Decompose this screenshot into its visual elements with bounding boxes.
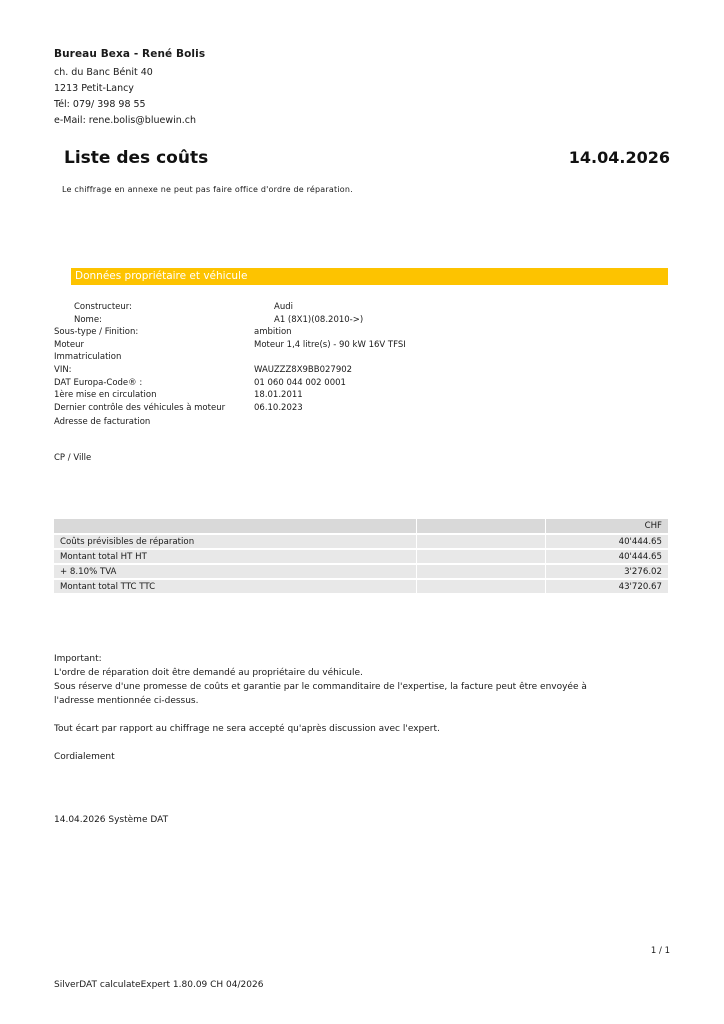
list-item [54,301,670,314]
vehicle-row-value: A1 (8X1)(08.2010->) [274,314,364,325]
vehicle-row-value: ambition [254,327,292,338]
vehicle-row-label: DAT Europa-Code® : [54,377,143,388]
table-row [54,580,668,593]
vehicle-row-value: WAUZZZ8X9BB027902 [254,364,353,375]
cost-row-label: Coûts prévisibles de réparation [54,535,417,548]
sender-header [54,48,474,129]
sender-email: e-Mail: rene.bolis@bluewin.ch [54,115,197,126]
table-header-spacer [417,519,546,533]
vehicle-section-bar [71,268,668,285]
table-header-row [54,519,668,533]
notes-line-1: L'ordre de réparation doit être demandé au propriétaire du véhicule. [54,668,363,678]
sender-city: 1213 Petit-Lancy [54,83,134,94]
cp-ville-label: CP / Ville [54,453,92,463]
list-item [54,389,670,402]
list-item [54,351,670,364]
billing-address-label: Adresse de facturation [54,417,151,427]
vehicle-row-label: Nome: [74,314,102,325]
notes-line-3: l'adresse mentionnée ci-dessus. [54,696,199,706]
vehicle-row-value: Moteur 1,4 litre(s) - 90 kW 16V TFSI [254,339,406,350]
sender-address: ch. du Banc Bénit 40 [54,67,153,78]
page-title: Liste des coûts [64,148,209,168]
notes-block [54,652,654,764]
vehicle-row-value: 01 060 044 002 0001 [254,377,346,388]
table-header-empty [54,519,417,533]
vehicle-data-list [54,301,670,414]
vehicle-row-label: Immatriculation [54,352,122,363]
list-item [54,314,670,327]
cost-row-spacer [417,550,546,563]
sender-phone: Tél: 079/ 398 98 55 [54,99,146,110]
cost-row-amount: 40'444.65 [546,550,669,563]
cost-row-amount: 43'720.67 [546,580,669,593]
notes-line-2: Sous réserve d'une promesse de coûts et garantie par le commanditaire de l'expertise, la facture peut être envoyée à [54,682,587,692]
cost-row-spacer [417,535,546,548]
table-row [54,550,668,563]
table-row [54,535,668,548]
table-row [54,565,668,578]
list-item [54,377,670,390]
vehicle-row-value: 18.01.2011 [254,390,303,401]
vehicle-section-title: Données propriétaire et véhicule [75,270,248,282]
vehicle-row-value [254,351,670,364]
table-header-currency: CHF [546,519,669,533]
cost-row-label: Montant total HT HT [54,550,417,563]
important-title: Important: [54,654,102,664]
document-note: Le chiffrage en annexe ne peut pas faire office d'ordre de réparation. [62,185,353,194]
cost-row-label: Montant total TTC TTC [54,580,417,593]
vehicle-row-label: Constructeur: [74,302,132,312]
list-item [54,402,670,415]
notes-line-4: Tout écart par rapport au chiffrage ne sera accepté qu'après discussion avec l'expert. [54,724,440,734]
vehicle-row-label: 1ère mise en circulation [54,390,157,401]
system-line: 14.04.2026 Système DAT [54,815,169,825]
notes-closing: Cordialement [54,752,115,762]
document-date: 14.04.2026 [568,148,670,167]
cost-row-spacer [417,580,546,593]
costs-table [54,519,668,593]
page-number: 1 / 1 [650,946,670,956]
list-item [54,326,670,339]
vehicle-row-value: Audi [274,302,293,312]
vehicle-row-label: Moteur [54,339,84,350]
vehicle-row-value: 06.10.2023 [254,402,303,413]
list-item [54,364,670,377]
cost-row-amount: 3'276.02 [546,565,669,578]
cost-row-amount: 40'444.65 [546,535,669,548]
vehicle-row-label: Dernier contrôle des véhicules à moteur [54,402,226,413]
footer-software: SilverDAT calculateExpert 1.80.09 CH 04/2026 [54,980,264,990]
document-title-row [54,148,670,168]
vehicle-row-label: VIN: [54,364,72,375]
cost-row-label: + 8.10% TVA [54,565,417,578]
vehicle-row-label: Sous-type / Finition: [54,327,139,338]
cost-row-spacer [417,565,546,578]
sender-company: Bureau Bexa - René Bolis [54,48,206,60]
list-item [54,339,670,352]
